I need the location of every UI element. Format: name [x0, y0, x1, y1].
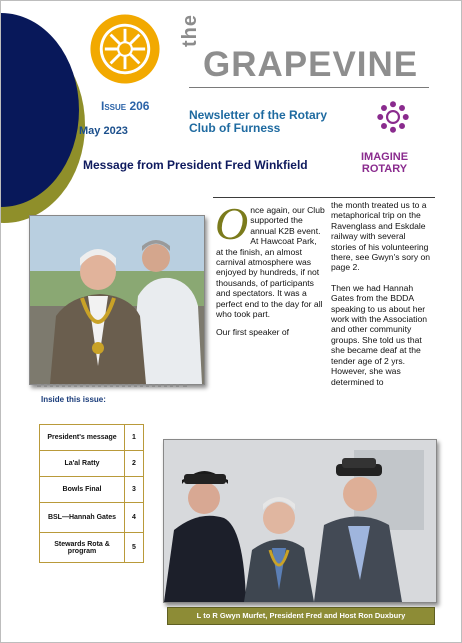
contents-page-number: 4	[125, 503, 144, 533]
photo-dotted-rule	[37, 384, 187, 387]
drop-cap: O	[215, 198, 249, 249]
article-p1-text: nce again, our Club supported the annual K2B event. At Hawcoat Park, at the finish, an almost carnival atmosphere was enjoyed by hundreds, if not thousands, of participants and spectators. It was a perfect end to the day for all who took part.	[216, 205, 325, 320]
contents-row	[40, 451, 144, 477]
contents-row	[40, 477, 144, 503]
imagine-line2: ROTARY	[361, 163, 408, 175]
article-paragraph-2: Our first speaker of	[216, 327, 290, 338]
article-paragraph-1	[215, 198, 326, 320]
contents-title: BSL—Hannah Gates	[40, 503, 125, 533]
newsletter-subtitle: Newsletter of the Rotary Club of Furness	[189, 108, 328, 135]
article-col2-paragraph-1: the month treated us to a metaphorical trip on the Ravenglass and Eskdale railway with several stories of his volunteering there, see Gwyn's sory on page 2.	[331, 200, 431, 273]
article-column-1	[215, 198, 326, 346]
issue-date: May 2023	[79, 125, 128, 137]
issue-number: Issue 206	[101, 99, 150, 113]
contents-title: La'al Ratty	[40, 451, 125, 477]
article-col2-paragraph-2: Then we had Hannah Gates from the BDDA speaking to us about her work with the Association and other community groups. She told us that she became deaf at the tender age of 2 yrs. However, she was determined to	[331, 282, 428, 387]
president-chain-photo	[29, 215, 205, 385]
contents-title: President's message	[40, 425, 125, 451]
contents-row	[40, 533, 144, 563]
rotary-wheel-logo-icon	[89, 13, 161, 85]
contents-row	[40, 503, 144, 533]
contents-page-number: 5	[125, 533, 144, 563]
masthead-divider	[189, 87, 429, 88]
message-heading: Message from President Fred Winkfield	[83, 158, 308, 172]
imagine-line1: IMAGINE	[361, 151, 409, 163]
imagine-rotary-logo	[361, 151, 408, 175]
contents-table	[39, 424, 144, 563]
masthead-the: the	[179, 14, 201, 47]
inside-issue-label: Inside this issue:	[41, 395, 106, 404]
contents-page-number: 3	[125, 477, 144, 503]
contents-row	[40, 425, 144, 451]
contents-page-number: 2	[125, 451, 144, 477]
masthead-title: GRAPEVINE	[203, 45, 419, 84]
article-column-2	[331, 200, 431, 397]
imagine-rotary-flower-icon	[376, 100, 410, 134]
contents-title: Bowls Final	[40, 477, 125, 503]
contents-title: Stewards Rota & program	[40, 533, 125, 563]
group-photo	[163, 439, 437, 603]
photo-caption: L to R Gwyn Murfet, President Fred and Host Ron Duxbury	[167, 607, 435, 625]
contents-page-number: 1	[125, 425, 144, 451]
